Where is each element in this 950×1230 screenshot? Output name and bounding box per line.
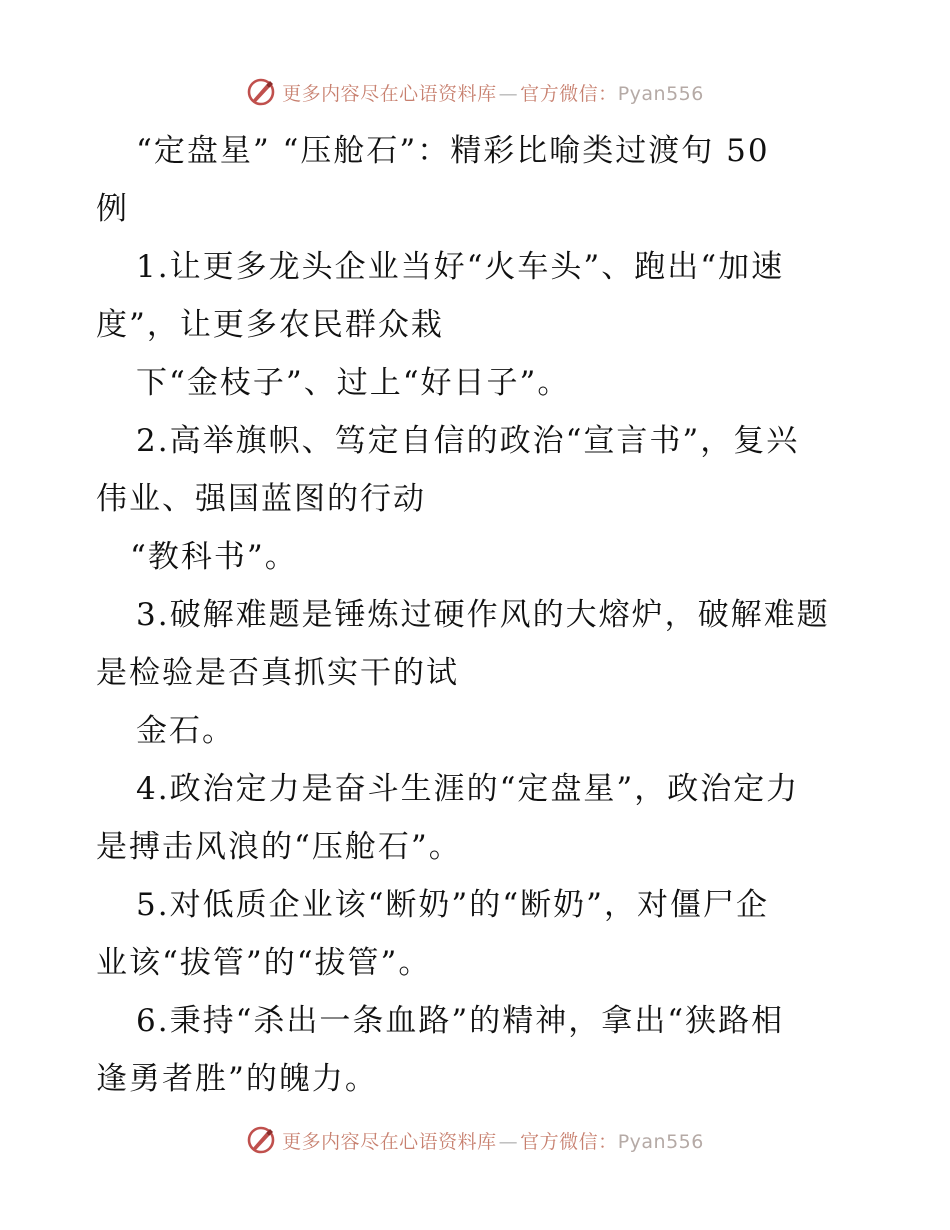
watermark-prefix: 更多内容尽在心语资料库	[282, 82, 497, 105]
paragraph-line: 3.破解难题是锤炼过硬作风的大熔炉，破解难题	[136, 597, 830, 633]
pen-logo-icon	[246, 77, 276, 107]
pen-logo-icon	[246, 1125, 276, 1155]
watermark-text	[282, 1127, 704, 1154]
watermark-separator: —	[498, 82, 519, 105]
document-title-line-1: “定盘星” “压舱石”：精彩比喻类过渡句 50	[136, 133, 770, 169]
watermark-prefix: 更多内容尽在心语资料库	[282, 1130, 497, 1153]
watermark-label: 官方微信：	[520, 1130, 618, 1153]
watermark-account: Pyan556	[617, 1130, 704, 1153]
paragraph-line: 逢勇者胜”的魄力。	[96, 1061, 378, 1097]
footer-watermark	[0, 1120, 950, 1160]
paragraph-line: 6.秉持“杀出一条血路”的精神，拿出“狭路相	[136, 1003, 785, 1039]
header-watermark	[0, 72, 950, 112]
paragraph-line: “教科书”。	[130, 539, 298, 575]
document-title-line-2: 例	[96, 191, 129, 227]
paragraph-line: 伟业、强国蓝图的行动	[96, 481, 426, 517]
watermark-label: 官方微信：	[520, 82, 618, 105]
paragraph-line: 是搏击风浪的“压舱石”。	[96, 829, 462, 865]
watermark-separator: —	[498, 1130, 519, 1153]
paragraph-line: 4.政治定力是奋斗生涯的“定盘星”，政治定力	[136, 771, 800, 807]
paragraph-line: 业该“拔管”的“拔管”。	[96, 945, 432, 981]
watermark-text	[282, 79, 704, 106]
paragraph-line: 5.对低质企业该“断奶”的“断奶”，对僵尸企	[136, 887, 769, 923]
paragraph-line: 1.让更多龙头企业当好“火车头”、跑出“加速	[136, 249, 785, 285]
paragraph-line: 度”，让更多农民群众栽	[96, 307, 444, 343]
watermark-account: Pyan556	[617, 82, 704, 105]
document-body	[96, 122, 856, 1108]
paragraph-line: 下“金枝子”、过上“好日子”。	[136, 365, 571, 401]
paragraph-line: 金石。	[136, 713, 235, 749]
paragraph-line: 是检验是否真抓实干的试	[96, 655, 459, 691]
paragraph-line: 2.高举旗帜、笃定自信的政治“宣言书”，复兴	[136, 423, 800, 459]
